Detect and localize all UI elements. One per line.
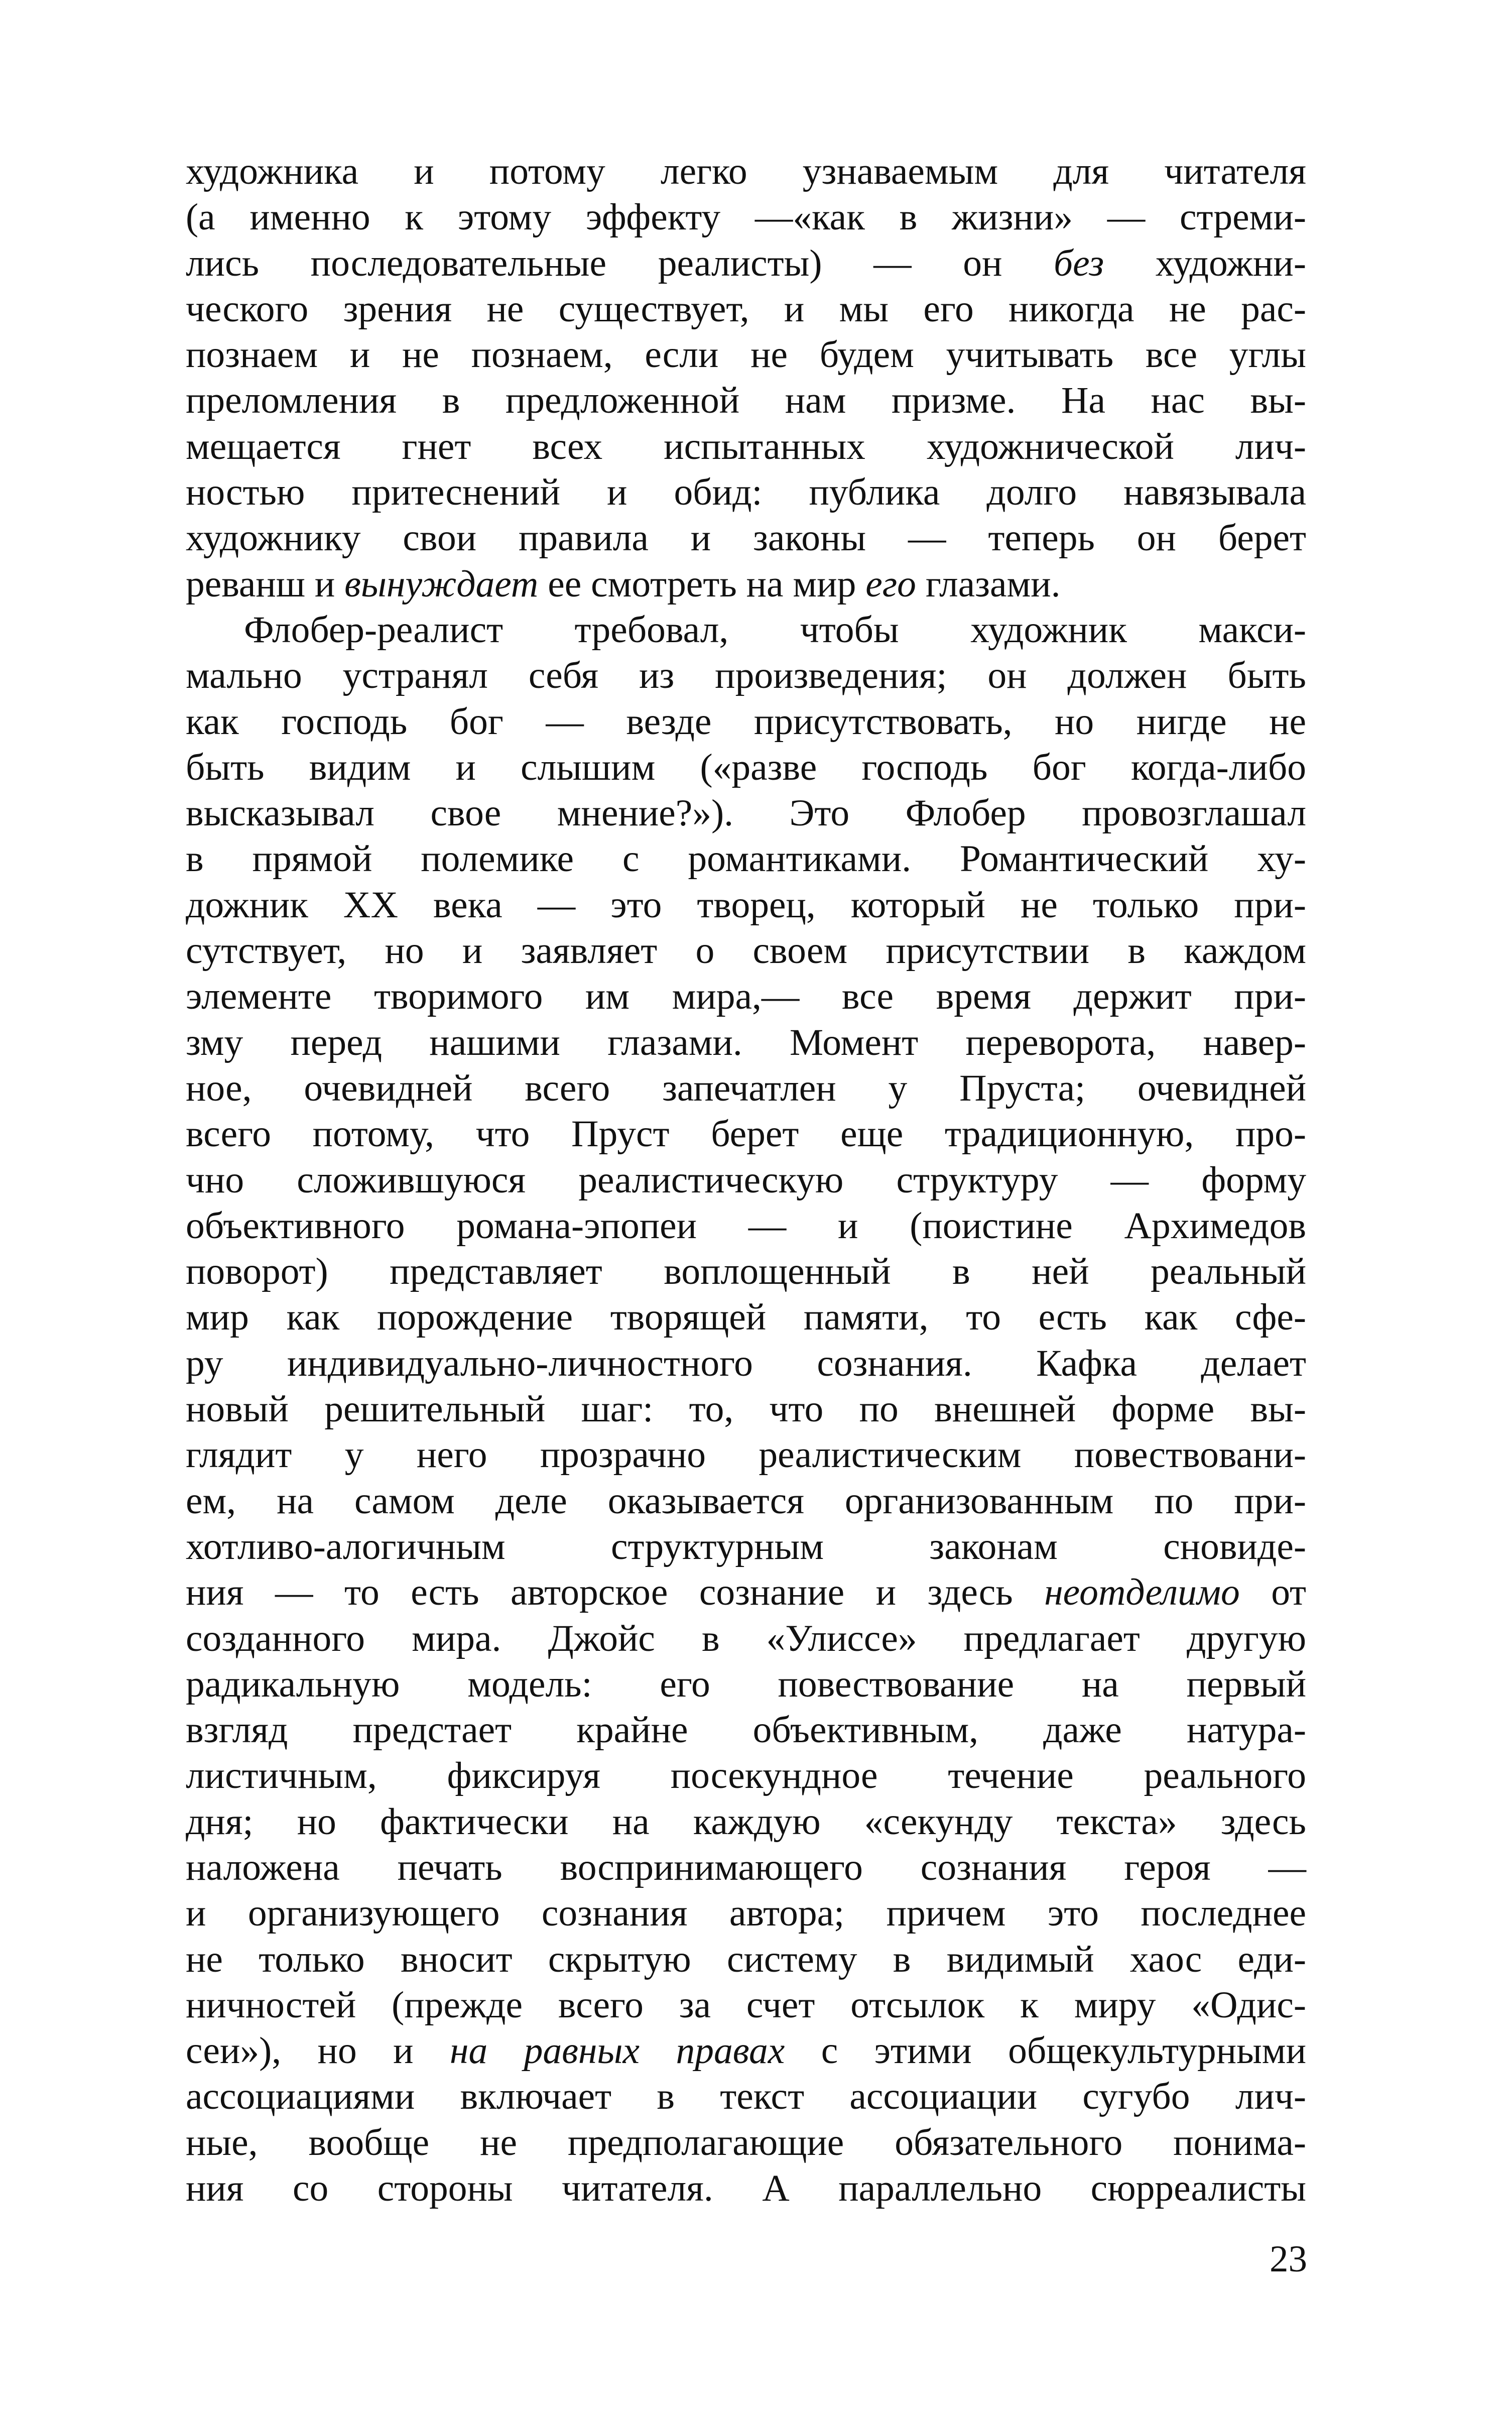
text-run: новый решительный шаг: то, что по внешней форме вы- <box>186 1388 1306 1430</box>
text-run: ческого зрения не существует, и мы его никогда не рас- <box>186 288 1306 330</box>
text-run: лись последовательные реалисты) — он <box>186 242 1054 284</box>
text-run: ния со стороны читателя. А параллельно сюрреалисты <box>186 2167 1306 2210</box>
text-line <box>186 1524 1306 1570</box>
text-run: и организующего сознания автора; причем это последнее <box>186 1892 1306 1935</box>
text-line <box>186 1294 1306 1340</box>
page-number: 23 <box>1270 2238 1307 2280</box>
text-run: Флобер-реалист требовал, чтобы художник макси- <box>244 609 1306 651</box>
text-run: быть видим и слышим («разве господь бог когда-либо <box>186 746 1306 788</box>
text-line <box>186 1341 1306 1386</box>
text-line <box>186 1937 1306 1982</box>
text-line <box>186 1111 1306 1157</box>
text-line <box>186 1386 1306 1432</box>
text-line <box>186 424 1306 469</box>
text-run: художни- <box>1104 242 1306 284</box>
text-line <box>186 332 1306 378</box>
text-line <box>186 1799 1306 1845</box>
text-run: в прямой полемике с романтиками. Романтический ху- <box>186 838 1306 880</box>
text-line <box>186 240 1306 286</box>
text-line <box>186 1982 1306 2028</box>
text-run: ные, вообще не предполагающие обязательного понима- <box>186 2121 1306 2163</box>
text-run: созданного мира. Джойс в «Улиссе» предлагает другую <box>186 1617 1306 1659</box>
text-run: высказывал свое мнение?»). Это Флобер провозглашал <box>186 792 1306 834</box>
page-body-text <box>186 149 1306 2211</box>
text-run: чно сложившуюся реалистическую структуру — форму <box>186 1159 1306 1201</box>
text-run: всего потому, что Пруст берет еще традиционную, про- <box>186 1113 1306 1155</box>
text-run: сеи»), но и <box>186 2030 450 2072</box>
text-run: объективного романа-эпопеи — и (поистине Архимедов <box>186 1204 1306 1247</box>
text-run: познаем и не познаем, если не будем учитывать все углы <box>186 334 1306 376</box>
paragraph-first-line <box>186 607 1306 653</box>
text-line <box>186 1753 1306 1798</box>
italic-emphasis: вынуждает <box>344 563 539 605</box>
text-line <box>186 790 1306 836</box>
text-line <box>186 286 1306 332</box>
italic-emphasis: неотделимо <box>1044 1572 1240 1614</box>
text-run: преломления в предложенной нам призме. На нас вы- <box>186 380 1306 422</box>
text-line <box>186 836 1306 882</box>
italic-emphasis: его <box>865 563 916 605</box>
text-run: ем, на самом деле оказывается организованным по при- <box>186 1480 1306 1522</box>
text-run: ничностей (прежде всего за счет отсылок к миру «Одис- <box>186 1984 1306 2026</box>
text-run: мир как порождение творящей памяти, то есть как сфе- <box>186 1296 1306 1339</box>
text-run: как господь бог — везде присутствовать, но нигде не <box>186 700 1306 743</box>
text-line <box>186 882 1306 928</box>
text-run: ру индивидуально-личностного сознания. Кафка делает <box>186 1342 1306 1384</box>
text-line <box>186 1203 1306 1249</box>
text-run: элементе творимого им мира,— все время держит при- <box>186 976 1306 1018</box>
text-line <box>186 653 1306 698</box>
text-run: с этими общекультурными <box>785 2030 1306 2072</box>
italic-emphasis: без <box>1054 242 1104 284</box>
text-line <box>186 1845 1306 1890</box>
text-run: художника и потому легко узнаваемым для читателя <box>186 151 1306 192</box>
text-line <box>186 1478 1306 1524</box>
text-run: поворот) представляет воплощенный в ней реальный <box>186 1251 1306 1293</box>
text-run: мально устранял себя из произведения; он должен быть <box>186 655 1306 697</box>
text-line <box>186 1065 1306 1111</box>
text-line <box>186 1661 1306 1707</box>
text-run: наложена печать воспринимающего сознания героя — <box>186 1846 1306 1888</box>
text-line <box>186 1249 1306 1294</box>
text-line <box>186 1432 1306 1478</box>
text-run: сутствует, но и заявляет о своем присутствии в каждом <box>186 930 1306 972</box>
text-run: (а именно к этому эффекту —«как в жизни» — стреми- <box>186 196 1306 238</box>
text-line <box>186 149 1306 194</box>
text-run: глазами. <box>916 563 1061 605</box>
text-line <box>186 2165 1306 2211</box>
text-line <box>186 1707 1306 1753</box>
text-line <box>186 699 1306 745</box>
text-line <box>186 2028 1306 2074</box>
text-run: ассоциациями включает в текст ассоциации сугубо лич- <box>186 2076 1306 2118</box>
text-run: ное, очевидней всего запечатлен у Пруста; очевидней <box>186 1067 1306 1109</box>
text-run: реванш и <box>186 563 345 605</box>
text-line <box>186 1020 1306 1065</box>
text-run: радикальную модель: его повествование на первый <box>186 1663 1306 1705</box>
text-run: мещается гнет всех испытанных художнической лич- <box>186 425 1306 467</box>
text-run: дня; но фактически на каждую «секунду текста» здесь <box>186 1800 1306 1843</box>
text-run: взгляд предстает крайне объективным, даже натура- <box>186 1709 1306 1751</box>
text-line <box>186 2120 1306 2165</box>
text-run: от <box>1239 1572 1307 1614</box>
text-line <box>186 2074 1306 2119</box>
text-run: зму перед нашими глазами. Момент переворота, навер- <box>186 1021 1306 1063</box>
italic-emphasis: на равных правах <box>450 2030 785 2072</box>
text-line <box>186 928 1306 974</box>
text-line <box>186 1570 1306 1615</box>
text-run: глядит у него прозрачно реалистическим повествовани- <box>186 1434 1306 1476</box>
text-run: ния — то есть авторское сознание и здесь <box>186 1572 1045 1614</box>
text-run: художнику свои правила и законы — теперь он берет <box>186 517 1306 559</box>
text-line <box>186 1890 1306 1936</box>
text-run: ее смотреть на мир <box>538 563 866 605</box>
text-line <box>186 515 1306 561</box>
text-run: хотливо-алогичным структурным законам сновиде- <box>186 1525 1306 1567</box>
text-line <box>186 469 1306 515</box>
text-line <box>186 194 1306 240</box>
text-line <box>186 745 1306 790</box>
text-line <box>186 378 1306 423</box>
text-line <box>186 561 1306 607</box>
text-line <box>186 974 1306 1019</box>
text-line <box>186 1157 1306 1203</box>
text-run: не только вносит скрытую систему в видимый хаос еди- <box>186 1938 1306 1980</box>
text-run: ностью притеснений и обид: публика долго навязывала <box>186 471 1306 514</box>
text-run: дожник XX века — это творец, который не только при- <box>186 884 1306 926</box>
text-run: листичным, фиксируя посекундное течение реального <box>186 1755 1306 1797</box>
text-line <box>186 1616 1306 1661</box>
